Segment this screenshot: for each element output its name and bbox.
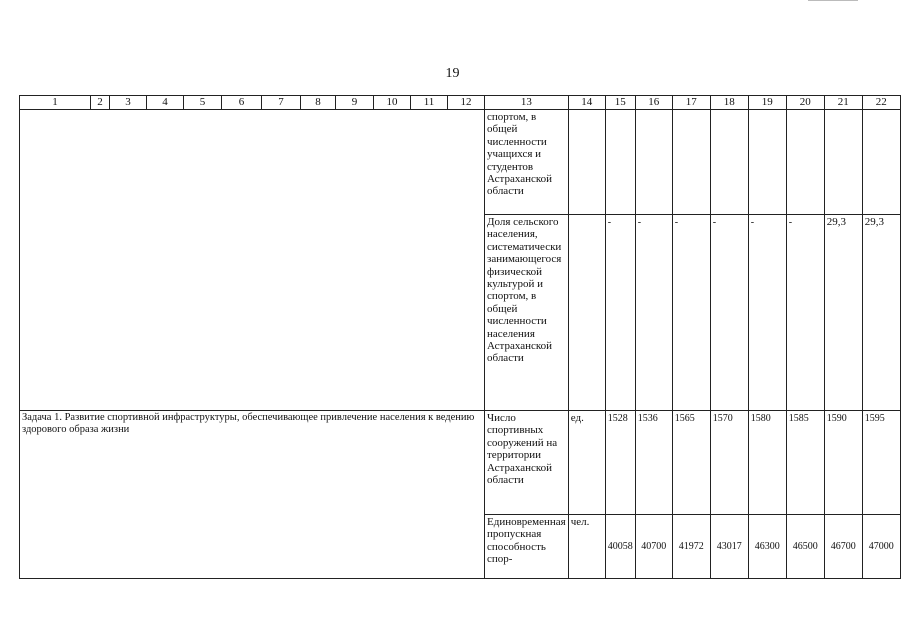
value-cell: 1536 [635, 411, 672, 515]
value-cell: - [786, 215, 824, 411]
indicator-name: Число спортивных сооружений на территории Астраханской области [485, 411, 569, 515]
value-cell: 1595 [862, 411, 900, 515]
program-indicators-table [19, 95, 901, 579]
column-number: 13 [485, 96, 569, 110]
column-number: 8 [301, 96, 336, 110]
value-cell: 1585 [786, 411, 824, 515]
column-number: 2 [91, 96, 110, 110]
value-cell: 40058 [605, 515, 635, 579]
value-cell [786, 110, 824, 215]
value-cell [710, 110, 748, 215]
unit-cell [568, 110, 605, 215]
value-cell: 43017 [710, 515, 748, 579]
page-number: 19 [445, 66, 460, 81]
column-number: 5 [184, 96, 222, 110]
value-cell: 1528 [605, 411, 635, 515]
task-cell-empty [20, 110, 485, 411]
column-number: 7 [262, 96, 301, 110]
value-cell: - [672, 215, 710, 411]
column-number: 21 [824, 96, 862, 110]
value-cell: 1565 [672, 411, 710, 515]
value-cell: - [710, 215, 748, 411]
value-cell [672, 110, 710, 215]
value-cell: 1590 [824, 411, 862, 515]
value-cell: 46300 [748, 515, 786, 579]
column-number: 15 [605, 96, 635, 110]
column-number: 9 [336, 96, 374, 110]
column-number: 22 [862, 96, 900, 110]
table-row [20, 411, 901, 515]
value-cell: 1570 [710, 411, 748, 515]
column-number: 10 [374, 96, 411, 110]
indicator-name: Доля сельского населения, систематически занимающегося физической культурой и спортом, в общей численности населения Астраханской области [485, 215, 569, 411]
value-cell: - [748, 215, 786, 411]
column-number: 1 [20, 96, 91, 110]
value-cell [635, 110, 672, 215]
value-cell: 41972 [672, 515, 710, 579]
column-number: 6 [222, 96, 262, 110]
unit-cell: ед. [568, 411, 605, 515]
column-number: 11 [411, 96, 448, 110]
column-number: 17 [672, 96, 710, 110]
column-number: 14 [568, 96, 605, 110]
indicator-name: спортом, в общей численности учащихся и студентов Астраханской области [485, 110, 569, 215]
value-cell: 29,3 [824, 215, 862, 411]
column-number: 18 [710, 96, 748, 110]
indicator-name: Единовременная пропускная способность спор- [485, 515, 569, 579]
unit-cell [568, 215, 605, 411]
table-row [20, 110, 901, 215]
value-cell [862, 110, 900, 215]
scan-artifact-line [808, 0, 858, 4]
column-number: 19 [748, 96, 786, 110]
column-number: 12 [448, 96, 485, 110]
value-cell [605, 110, 635, 215]
column-number: 16 [635, 96, 672, 110]
value-cell: 40700 [635, 515, 672, 579]
value-cell: 46700 [824, 515, 862, 579]
value-cell [824, 110, 862, 215]
value-cell: - [605, 215, 635, 411]
value-cell: 46500 [786, 515, 824, 579]
value-cell [748, 110, 786, 215]
value-cell: 1580 [748, 411, 786, 515]
column-number: 3 [110, 96, 147, 110]
column-number: 4 [147, 96, 184, 110]
value-cell: 29,3 [862, 215, 900, 411]
value-cell: 47000 [862, 515, 900, 579]
unit-cell: чел. [568, 515, 605, 579]
column-number: 20 [786, 96, 824, 110]
column-numbers-row [20, 96, 901, 110]
task-description: Задача 1. Развитие спортивной инфраструктуры, обеспечивающее привлечение населения к ведению здорового образа жизни [20, 411, 485, 579]
value-cell: - [635, 215, 672, 411]
